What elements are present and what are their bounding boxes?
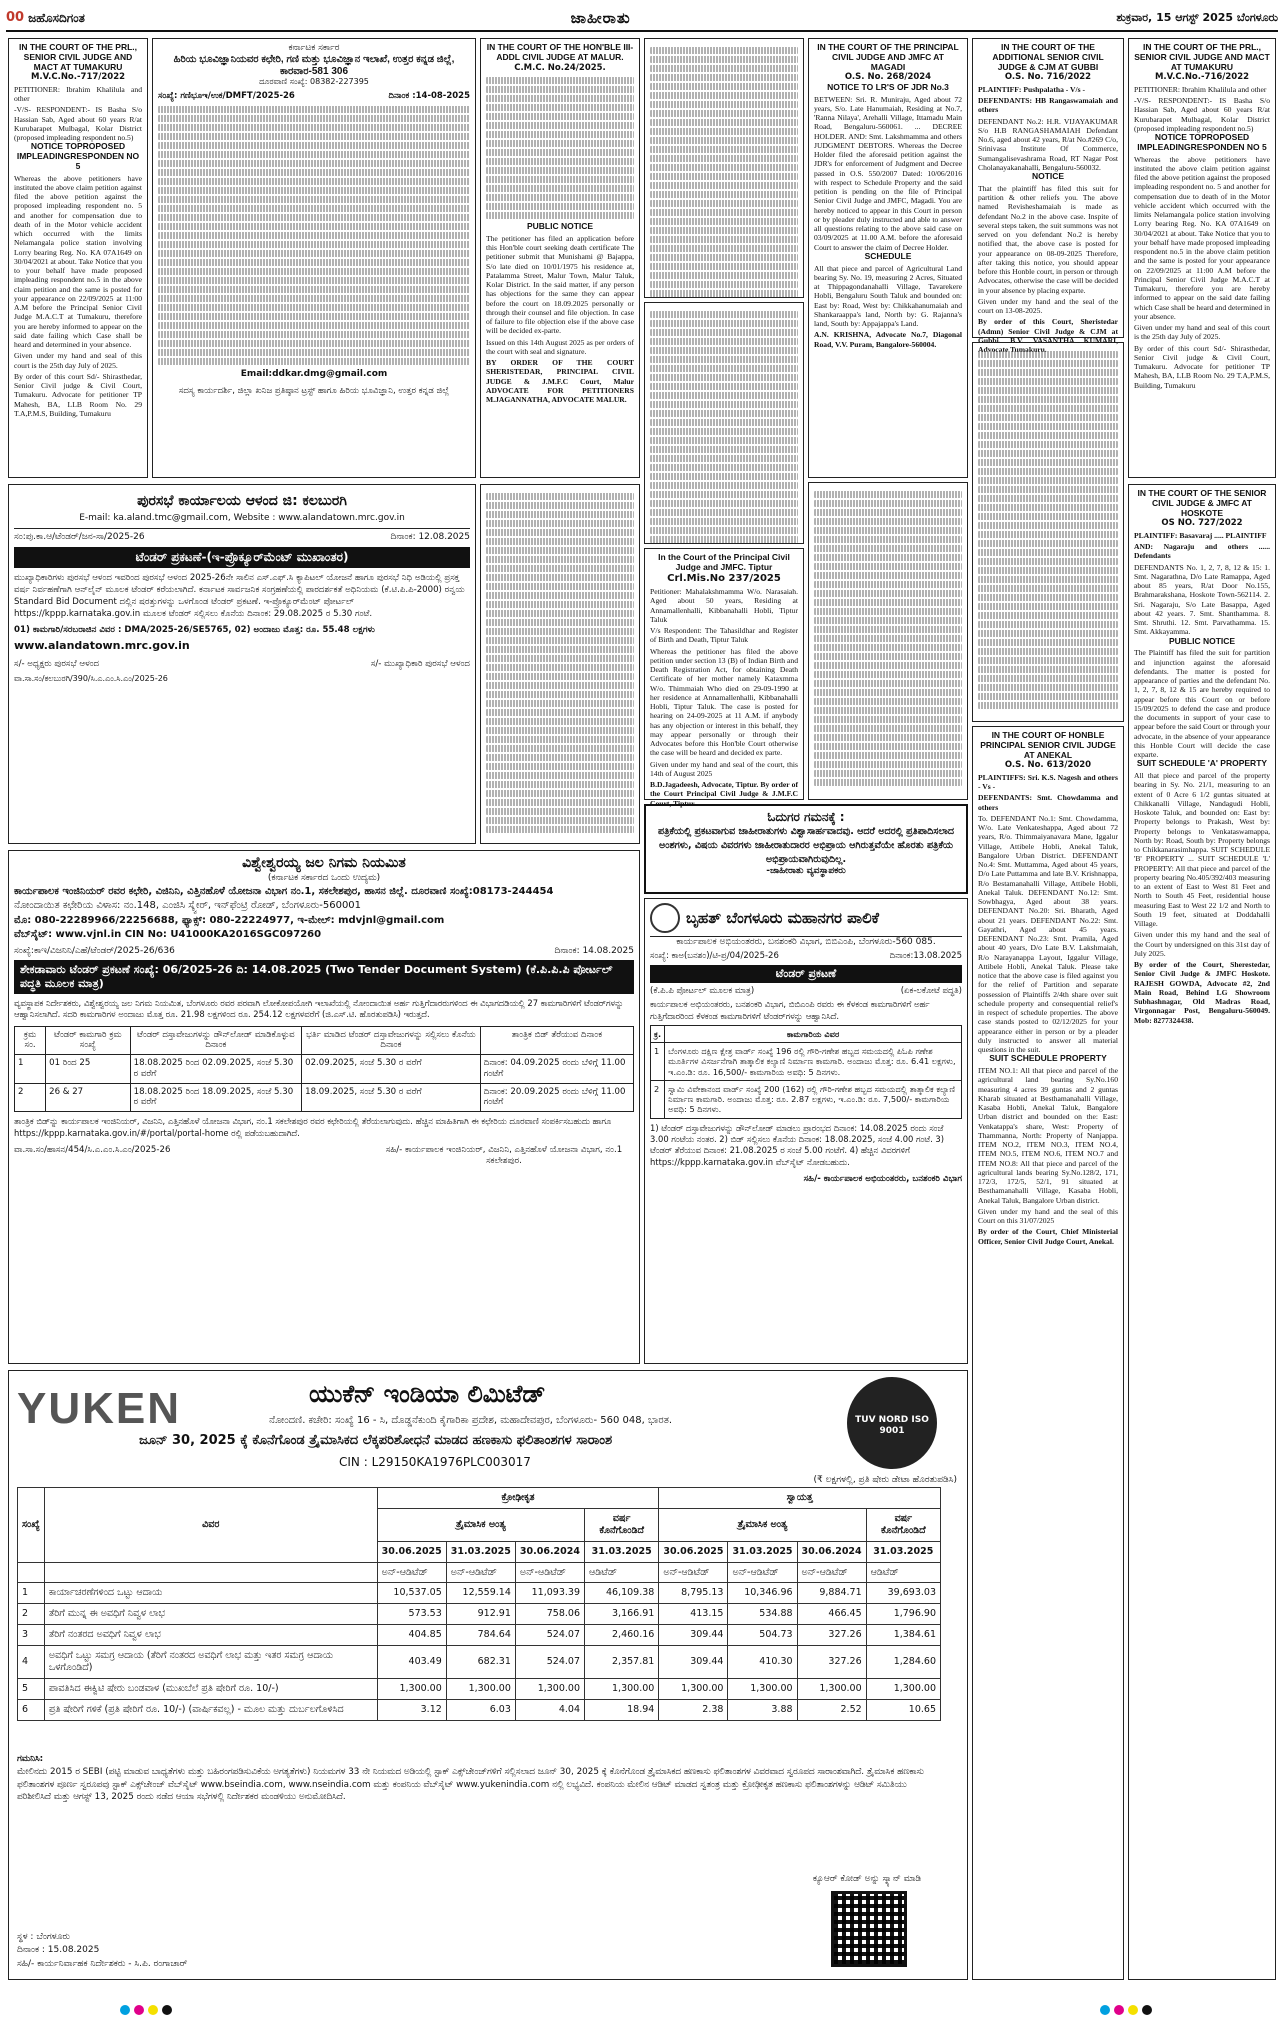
respondent: V/s Respondent: The Tahasildhar and Register of Birth and Death, Tiptur Taluk (650, 626, 798, 645)
table-cell: 3 (18, 1625, 45, 1646)
table-cell: 11,093.39 (515, 1583, 584, 1604)
cyan-dot-icon (1100, 2005, 1110, 2015)
table-cell: 6.03 (446, 1699, 515, 1720)
given-line: Given under my hand and the seal of this Court on this 31/07/2025 (978, 1206, 1118, 1226)
signature: BY ORDER OF THE COURT SHERISTEDAR, PRINCIPAL CIVIL JUDGE & J.M.F.C Court, Malur ADVOCATE FOR PETITIONERS M.JAGANNATHA, ADVOCATE MALUR. (486, 358, 634, 405)
table-cell: ಕಾರ್ಯಾಚರಣೆಗಳಿಂದ ಒಟ್ಟು ಆದಾಯ (44, 1583, 377, 1604)
table-cell: 524.07 (515, 1646, 584, 1679)
table-cell: 6 (18, 1699, 45, 1720)
case-number: C.M.C. No.24/2025. (514, 62, 606, 73)
table-cell: ಪಾವತಿಸಿದ ಈಕ್ವಿಟಿ ಷೇರು ಬಂಡವಾಳ (ಮುಖಬೆಲೆ ಪ್ರತಿ ಷೇರಿಗೆ ರೂ. 10/-) (44, 1678, 377, 1699)
defendants: AND: Nagaraju and others ...... Defendants (1134, 542, 1270, 561)
table-header: ವರ್ಷ ಕೊನೆಗೊಂಡಿದೆ (866, 1508, 940, 1541)
readers-note-title: ಓದುಗರ ಗಮನಕ್ಕೆ : (767, 810, 845, 824)
table-row (18, 1699, 941, 1720)
table-cell: 12,559.14 (446, 1583, 515, 1604)
black-dot-icon (1142, 2005, 1152, 2015)
yellow-dot-icon (148, 2005, 158, 2015)
results-heading: ಜೂನ್ 30, 2025 ಕ್ಕೆ ಕೊನೆಗೊಂಡ ತ್ರೈಮಾಸಿಕದ ಲೆಕ್ಕಪರಿಶೋಧನೆ ಮಾಡದ ಹಣಕಾಸು ಫಲಿತಾಂಶಗಳ ಸಾರಾಂಶ (139, 1433, 613, 1448)
table-row (18, 1583, 941, 1604)
dip-number: ವಾ.ಸಾ.ಸಂ/ಕಲಬುರಗಿ/390/ಸಿ.ಎ.ಎಂ.ಸಿ.ಎಂ/2025-26 (14, 673, 168, 683)
signature: ಸಹಿ/- ಕಾರ್ಯಪಾಲಕ ಇಂಜಿನಿಯರ್, ವಿಜನಿನಿ, ಎತ್ತಿನಹೊಳೆ ಯೋಜನಾ ವಿಭಾಗ, ನಂ.1 ಸಕಲೇಶಪುರ. (385, 1145, 623, 1167)
notice-dmft (152, 38, 476, 478)
plaintiff: PLAINTIFF: Pushpalatha - V/s - (978, 84, 1086, 94)
notice-text-lines (486, 493, 634, 833)
signature-president: ಸ/- ಅಧ್ಯಕ್ಷರು ಪುರಸಭೆ ಆಳಂದ (14, 658, 100, 669)
tender-date: ದಿನಾಂಕ:13.08.2025 (889, 951, 962, 962)
cover-note: (ಏಕ-ಲಕೋಟೆ ಪದ್ಧತಿ) (900, 985, 962, 996)
company-cin: CIN : L29150KA1976PLC003017 (339, 1455, 531, 1469)
table-cell: 10,346.96 (728, 1583, 797, 1604)
court-name: IN THE COURT OF THE ADDITIONAL SENIOR CIVIL JUDGE & CJM AT GUBBI (992, 42, 1104, 72)
table-cell: 1 (651, 1043, 665, 1081)
table-header: 31.03.2025 (446, 1541, 515, 1562)
table-row (15, 1055, 634, 1083)
kannada-notice-5 (808, 482, 968, 800)
table-cell: ತೆರಿಗೆ ನಂತರದ ಅವಧಿಗೆ ನಿವ್ವಳ ಲಾಭ (44, 1625, 377, 1646)
table-cell: 46,109.38 (585, 1583, 659, 1604)
table-row (651, 1043, 962, 1081)
given-line: Issued on this 14th August 2025 as per orders of the court with seal and signature. (486, 337, 634, 356)
signature: ಸಹಿ/- ಕಾರ್ಯಪಾಲಕ ಅಭಿಯಂತರರು, ಬನಶಂಕರಿ ವಿಭಾಗ (803, 1174, 962, 1185)
tender-item: 01) ಕಾಮಗಾರಿ/ಸರಬರಾಜಿನ ವಿವರ : DMA/2025-26/SE5765, 02) ಅಂದಾಜು ಮೊತ್ತ: ರೂ. 55.48 ಲಕ್ಷಗಳು (14, 625, 375, 636)
kannada-notice-4 (480, 484, 640, 844)
table-cell: 784.64 (446, 1625, 515, 1646)
bbmp-title: ಬೃಹತ್ ಬೆಂಗಳೂರು ಮಹಾನಗರ ಪಾಲಿಕೆ (686, 908, 879, 927)
readers-note (644, 804, 968, 894)
table-cell: 327.26 (797, 1646, 866, 1679)
notice-text-lines (650, 311, 798, 543)
defendants: DEFENDANTS: HB Rangaswamaiah and others (978, 96, 1118, 115)
table-cell: 2.38 (659, 1699, 728, 1720)
table-cell: 1,300.00 (515, 1678, 584, 1699)
notice-date: ದಿನಾಂಕ :14-08-2025 (388, 91, 470, 102)
case-number: O.S. No. 268/2024 (844, 72, 932, 83)
table-header: ಕ್ರಮ ಸಂ. (15, 1026, 46, 1054)
tender-contact: E-mail: ka.aland.tmc@gmail.com, Website : www.alandatown.mrc.gov.in (79, 512, 405, 523)
print-registration-marks (0, 2005, 1284, 2015)
newspaper-name: ಜಹೊಸದಿಗಂತ (28, 10, 85, 25)
table-cell: 10,537.05 (377, 1583, 446, 1604)
given-line: Given under my hand and seal of the court, this 14th of August 2025 (650, 759, 798, 778)
table-header: 31.03.2025 (866, 1541, 940, 1562)
notice-body: The Plaintiff has filed the suit for partition and injunction against the aforesaid defendants. The matter is posted for appearance of parties and the defendant No. 1, 2, 7, 8, 12 & 15 are hereby required to appear before this Court on or before 15/09/2025 to defend the case and produce the documents in support of your case to appear before the said Court or through your advocate, in the absence of your appearance this Honble Court will decide the case exparte. (1134, 648, 1270, 760)
petitioner: Petitioner: Mahalakshmamma W/o. Narasaiah. Aged about 50 years, Residing at Annamallenhalli, Kibbanahalli Hobli, Tiptur Taluk (650, 587, 798, 624)
readers-note-body: ಪತ್ರಿಕೆಯಲ್ಲಿ ಪ್ರಕಟವಾಗುವ ಜಾಹೀರಾತುಗಳು ವಿಶ್ವಾಸಾರ್ಹವಾದವು. ಆದರೆ ಅದರಲ್ಲಿ ಪ್ರತಿಪಾದಿಸಲಾದ ಅಂಶಗಳು, ವಿಷಯ ವಿವರಗಳು ಜಾಹೀರಾತುದಾರರ ಅಭಿಪ್ರಾಯ ಆಗಿರುತ್ತವೆಯೇ ಹೊರತು ಪತ್ರಿಕೆಯ ಅಭಿಪ್ರಾಯವಾಗಿರುವುದಿಲ್ಲ. (658, 826, 954, 865)
sign-place: ಸ್ಥಳ : ಬೆಂಗಳೂರು (17, 1931, 70, 1942)
notice-body: Whereas the above petitioners have instituted the above claim petition against filed the above petition against the proposed impleading respondent no. 5 and another for compensation due to death of in the Motor vehicle accident which occurred with the limits Nelamangala police station involving Lorry bearing Reg. No. KA 07A1649 on 30/04/2021 at about. Take Notice that you to your behalf have made proposed impleading respondent no.5 in the above claim petition and the same is posted for your appearance on 22/09/2025 at 11:00 A.M before the Principal Senior Civil Judge M.A.C.T at Tumakuru, therefore you are hereby informed to appear on the said date failing which Case shall be heard and determined in your absence. (1134, 154, 1271, 321)
table-header: ಸಂಖ್ಯೆ (18, 1488, 45, 1563)
given-line: Given under this my hand and the seal of the Court by undersigned on this 31st day of July 2025. (1134, 930, 1270, 958)
notice-text-lines (978, 351, 1118, 709)
notice-body: The petitioner has filed an application before this Hon'ble court seeking death certificate The petitioner submit that Munishami @ Bajappa, S/o late died on 10/01/1975 his residence at, Patalamma Street, Malur Town, Malur Taluk, Kolar District. In the said matter, if any person has objections for the same they can appear before the court on 18.09.2025 personally or through their counsel and file objection. In case of failure to file objection else if the above case will be decided ex-parte. (486, 233, 634, 336)
readers-note-sign: -ಜಾಹೀರಾತು ವ್ಯವಸ್ಥಾಪಕರು (766, 866, 846, 877)
table-cell: ಆಡಿಟೆಡ್ (585, 1562, 659, 1583)
signature: By order of this Court, Sheristedar (Admn) Senior Civil Judge & CJM at Gubbi. B.V. VASANTHA KUMARI, Advocate Tumakuru. (978, 317, 1118, 355)
table-cell: 1,300.00 (377, 1678, 446, 1699)
court-name: IN THE COURT OF THE PRL., SENIOR CIVIL JUDGE AND MACT AT TUMAKURU (1134, 42, 1270, 72)
magenta-dot-icon (134, 2005, 144, 2015)
tender-body: ಮುಖ್ಯಾಧಿಕಾರಿಗಳು ಪುರಸಭೆ ಆಳಂದ ಇವರಿಂದ ಪುರಸಭೆ ಆಳಂದ 2025-26ನೇ ಸಾಲಿನ ಎಸ್.ಎಫ್.ಸಿ ಕ್ಯಾಪಿಟಲ್ ಯೋಜನೆ ಹಾಗೂ ಪುರಸಭೆ ನಿಧಿ ಅಡಿಯಲ್ಲಿ ಪ್ರಸಕ್ತ ವರ್ಷ ನಿರ್ವಹಣೆಗಾಗಿ ಆನ್‌ಲೈನ್ ಮೂಲಕ ಟೆಂಡರ್ ಕರೆಯಲಾಗಿದೆ. ಕರ್ನಾಟಕ ಸಾರ್ವಜನಿಕ ಸಂಗ್ರಹಣೆಯಲ್ಲಿ ಪಾರದರ್ಶಕತೆ ಅಧಿನಿಯಮ (ಕೆ.ಟಿ.ಪಿ.ಪಿ-2000) ರನ್ವಯ Standard Bid Document ದಲ್ಲಿನ ಷರತ್ತುಗಳನ್ನು ಒಳಗೊಂಡ ಟೆಂಡರ್ ಪ್ರಕಟಣೆ. ಇ-ಪ್ರೊಕ್ಯೂರ್‌ಮೆಂಟ್ ಪೋರ್ಟಲ್ https://kppp.karnataka.gov.in ಮೂಲಕ ಟೆಂಡರ್ ಸಲ್ಲಿಸಲು ಕೊನೆಯ ದಿನಾಂಕ: 29.08.2025 ರ 5.30 ಗಂಟೆ. (14, 573, 465, 620)
notice-mvc-716 (1128, 38, 1276, 478)
table-cell: 39,693.03 (866, 1583, 940, 1604)
table-cell: ಅವಧಿಗೆ ಒಟ್ಟು ಸಮಗ್ರ ಆದಾಯ (ತೆರಿಗೆ ನಂತರದ ಅವಧಿಗೆ ಲಾಭ ಮತ್ತು ಇತರ ಸಮಗ್ರ ಆದಾಯ ಒಳಗೊಂಡಿದೆ) (44, 1646, 377, 1679)
table-cell: ತೆರಿಗೆ ಮುನ್ನ ಈ ಅವಧಿಗೆ ನಿವ್ವಳ ಲಾಭ (44, 1604, 377, 1625)
plaintiff: PLAINTIFF: Basavaraj ..... PLAINTIFF (1134, 530, 1267, 540)
reference-number: ಸಂಖ್ಯೆ: ಗಣಿಭೂಇ/ಉಕ/DMFT/2025-26 (158, 91, 295, 102)
tender-office: ಕಾರ್ಯಪಾಲಕ ಇಂಜಿನಿಯರ್ ರವರ ಕಛೇರಿ, ವಿಜಿನಿನಿ, ವಿತ್ತಿನಹೊಳೆ ಯೋಜನಾ ವಿಭಾಗ ನಂ.1, ಸಕಲೇಶಪುರ, ಹಾಸನ ಜಿಲ್ಲೆ. ದೂರವಾಣಿ ಸಂಖ್ಯೆ:08173-244454 (14, 885, 554, 897)
petitioner: PETITIONER: Ibrahim Khalilula and other (1134, 84, 1267, 94)
table-cell: 2 (18, 1604, 45, 1625)
notice-body: BETWEEN: Sri. R. Muniraju, Aged about 72 years, S/o. Late Hanumaiah, Residing at No.7, 'Ranna Nilaya', Arehalli Village, Ittamadu Main Road, Bengaluru-560061. ... DECREE HOLDER. AND: Smt. Lakshmamma and others JUDGMENT DEBTORS. Whereas the Decree Holder filed the aforesaid petition against the JDR's for enforcement of Judgment and Decree passed in O.S. 550/2007 Dated: 10/06/2016 with respect to Schedule Property and the said petition is pending on the file of Principal Senior Civil Judge and JMFC, Magadi. You are hereby noticed to appear in this Court in person or by pleader duly instructed and able to answer all questions relating to the above said case on 03/09/2025 at 11.00 A.M. before the aforesaid Court to answer the claim of Decree Holder. (814, 94, 962, 252)
tender-website: www.alandatown.mrc.gov.in (14, 639, 190, 653)
table-cell: 3.88 (728, 1699, 797, 1720)
given-line: Given under my hand and seal of this court is the 25th day July of 2025. (14, 351, 142, 370)
notice-text-lines (158, 106, 470, 365)
company-name: ಯುಕೆನ್ ಇಂಡಿಯಾ ಲಿಮಿಟೆಡ್ (309, 1380, 546, 1408)
table-cell: 4.04 (515, 1699, 584, 1720)
table-cell: 1,300.00 (659, 1678, 728, 1699)
yuken-results-ad (8, 1370, 968, 1980)
table-row (18, 1625, 941, 1646)
tender-date: ದಿನಾಂಕ: 12.08.2025 (390, 531, 470, 542)
tender-title: ವಿಶ್ವೇಶ್ವರಯ್ಯ ಜಲ ನಿಗಮ ನಿಯಮಿತ (242, 855, 406, 871)
notice-os-716 (972, 38, 1124, 355)
table-header: ವಿವರ (44, 1488, 377, 1563)
case-number: O.S. No. 613/2020 (1004, 760, 1092, 771)
portal-note: (ಕೆ.ಪಿ.ಪಿ ಪೋರ್ಟಲ್ ಮೂಲಕ ಮಾತ್ರ) (650, 985, 755, 996)
parties-lines (486, 77, 634, 219)
tender-contact: ಮೊ: 080-22289966/22256688, ಫ್ಯಾಕ್ಸ್: 080-22224977, ಇ-ಮೇಲ್: mdvjnl@gmail.com (14, 914, 445, 926)
table-cell: 2 (15, 1083, 46, 1111)
signatory: ಸಹಿ/- ಕಾರ್ಯನಿರ್ವಾಹಕ ನಿರ್ದೇಶಕರು - ಸಿ.ಪಿ. ರಂಗಾಚಾರ್ (17, 1958, 188, 1969)
table-row (18, 1646, 941, 1679)
table-cell: 26 & 27 (46, 1083, 131, 1111)
defendant-2: DEFENDANT No.2: H.R. VIJAYAKUMAR S/o H.B RANGASHAMAIAH Defendant No.6, aged about 42 years, R/at No.#269 C/o, Srinivasa Institute Of Commerce, Sumangalisevashrama Road, RT Nagar Post Cholanayakanahalli, Bengaluru-560032. (978, 116, 1118, 172)
signature: By order of this court Sd/- Shirasthedar, Senior Civil judge & Civil Court, Tumakuru. Advocate for petitioner TP Mahesh, BA, LLB Room No. 29 T.A,P.M.S, Building, Tumakuru (14, 371, 142, 418)
table-cell: 534.88 (728, 1604, 797, 1625)
table-cell: 1,300.00 (728, 1678, 797, 1699)
schedule-body: ITEM NO.1: All that piece and parcel of the agricultural land bearing Sy.No.160 measuring 4 acres 39 guntas and 2 guntas Kharab situated at Besthamanahalli Village, Kasaba Hobli, Anekal Taluk, Bangalore Urban district and bounded on the: East: Venkatappa's share, West: Property of Thammanna, North: Property of Nanjappa. ITEM NO.2, ITEM NO.3, ITEM NO.4, ITEM NO.5, ITEM NO.6, ITEM NO.7 and ITEM NO.8: All that piece and parcel of the agricultural lands bearing Sy.No.128/2, 171, 172/3, 172/5, 52/1, 91 situated at Besthamanahalli Village, Kasaba Hobli, Anekal Taluk, Bangalore Urban district. (978, 1066, 1118, 1205)
court-name: IN THE COURT OF THE HON'BLE III-ADDL CIVIL JUDGE AT MALUR. (486, 42, 634, 62)
schedule-body: All that piece and parcel of the property bearing in Sy. No. 21/1, measuring to an extent of 0 Acre 6 1/2 guntas situated at Chikkanalli Village, Nandagudi Hobli, Hoskote Taluk, and bounded on: East by: Property belongs to Prakash, West by: Property belongs to Venkataswamappa, North by: Road, South by: Property belongs to Chikkanarasimhappa. SUIT SCHEDULE 'B' PROPERTY ... SUIT SCHEDULE 'L' PROPERTY: All that piece and parcel of the property bearing No.405/392/403 measuring to an extent of East to West 81 Feet and North to South 45 Feet, residential house measuring East to West 22 1/2 and North to South 19 feet, situated at Doddahalli Village. (1134, 771, 1270, 929)
tender-body: ಕಾರ್ಯಪಾಲಕ ಅಭಿಯಂತರರು, ಬನಶಂಕರಿ ವಿಭಾಗ, ಬಿಬಿಎಂಪಿ ರವರು ಈ ಕೆಳಕಂಡ ಕಾಮಗಾರಿಗಳಿಗೆ ಅರ್ಹ ಗುತ್ತಿಗೆದಾರರಿಂದ ಕೆಳಕಂಡ ಕಾಮಗಾರಿಗಳಿಗೆ ಟೆಂಡರ್‌ಗಳನ್ನು ಆಹ್ವಾನಿಸಿದೆ. (650, 999, 930, 1021)
table-header: ಭರ್ತಿ ಮಾಡಿದ ಟೆಂಡರ್ ದಸ್ತಾವೇಜುಗಳನ್ನು ಸಲ್ಲಿಸಲು ಕೊನೆಯ ದಿನಾಂಕ (302, 1026, 481, 1054)
notice-os-727 (1128, 484, 1276, 1980)
table-cell: 1,300.00 (585, 1678, 659, 1699)
table-cell: 1,796.90 (866, 1604, 940, 1625)
table-row (18, 1678, 941, 1699)
case-number: M.V.C.No.-716/2022 (1154, 72, 1250, 83)
table-cell: 2 (651, 1080, 665, 1118)
table-cell: ಆಡಿಟೆಡ್ (866, 1562, 940, 1583)
schedule-title: SUIT SCHEDULE 'A' PROPERTY (1136, 758, 1268, 769)
notice-title: NOTICE TOPROPOSED IMPLEADINGRESPONDEN NO 5 (1137, 132, 1267, 152)
table-cell: 912.91 (446, 1604, 515, 1625)
qr-code-icon[interactable] (831, 1891, 907, 1967)
kannada-notice-3 (644, 302, 804, 544)
schedule-title: SCHEDULE (864, 250, 912, 261)
respondent: -V/S- RESPONDENT:- IS Basha S/o Hassian Sab, Aged about 60 years R/at Kurubarapet Mulbagal, Kolar District (proposed impleading respondent no.5) (14, 105, 142, 143)
table-cell: 524.07 (515, 1625, 584, 1646)
notice-crl-237 (644, 548, 804, 808)
table-cell: 404.85 (377, 1625, 446, 1646)
table-cell: 01 ರಿಂದ 25 (46, 1055, 131, 1083)
petitioner: PETITIONER: Ibrahim Khalilula and other (14, 84, 142, 104)
notice-title: NOTICE TOPROPOSED IMPLEADINGRESPONDEN NO 5 (16, 141, 140, 171)
kannada-notice-1 (644, 38, 804, 298)
table-cell: 758.06 (515, 1604, 584, 1625)
table-cell: 309.44 (659, 1625, 728, 1646)
table-cell: 2,460.16 (585, 1625, 659, 1646)
registered-address: ನೋಂದಾಯಿತ ಕಛೇರಿಯ ವಿಳಾಸ: ನಂ.148, ಎಂಜಿಸಿ ಸ್ಕ್ವೇರ್, ಇನ್‌ಫೆಂಟ್ರಿ ರೋಡ್, ಬೆಂಗಳೂರು-560001 (14, 900, 362, 912)
signature: ಸದಸ್ಯ ಕಾರ್ಯದರ್ಶಿ, ಜಿಲ್ಲಾ ಖನಿಜ ಪ್ರತಿಷ್ಠಾನ ಟ್ರಸ್ಟ್ ಹಾಗೂ ಹಿರಿಯ ಭೂವಿಜ್ಞಾನಿ, ಉತ್ತರ ಕನ್ನಡ ಜಿಲ್ಲೆ (178, 386, 450, 397)
bbmp-emblem-icon (650, 903, 680, 933)
case-number: Crl.Mis.No 237/2025 (667, 572, 781, 584)
notice-mvc-717 (8, 38, 148, 478)
table-cell: 682.31 (446, 1646, 515, 1679)
table-cell: 18.08.2025 ರಿಂದ 02.09.2025, ಸಂಜೆ 5.30 ರ ವರೆಗೆ (130, 1055, 302, 1083)
tender-title: ಪುರಸಭೆ ಕಾರ್ಯಾಲಯ ಆಳಂದ ಜಿ: ಕಲಬುರಗಿ (137, 493, 347, 509)
company-address: ನೋಂದಣಿ. ಕಚೇರಿ: ಸಂಖ್ಯೆ 16 - ಸಿ, ದೊಡ್ಡನೆಕುಂದಿ ಕೈಗಾರಿಕಾ ಪ್ರದೇಶ, ಮಹಾದೇವಪುರ, ಬೆಂಗಳೂರು- 560 048, ಭಾರತ. (269, 1415, 673, 1426)
financial-results-table (17, 1487, 941, 1721)
notice-body: Whereas the above petitioners have instituted the above claim petition against filed the above petition against the proposed impleading respondent no. 5 and another for compensation due to death of in the Motor vehicle accident which occurred with the limits Nelamangala police station involving Lorry bearing Reg. No. KA 07A1649 on 30/04/2021 at about. Take Notice that you to your behalf have made proposed impleading respondent no.5 in the above claim petition and the same is posted for your appearance on 22/09/2025 at 11:00 A.M before the Principal Senior Civil Judge M.A.C.T at Tumakuru, therefore you are hereby informed to appear on the said date failing which Case shall be heard and determined in your absence. (14, 173, 142, 350)
tender-date: ದಿನಾಂಕ: 14.08.2025 (554, 945, 634, 956)
yuken-logo: YUKEN (17, 1384, 182, 1433)
table-cell: 1,284.60 (866, 1646, 940, 1679)
table-cell: 403.49 (377, 1646, 446, 1679)
court-name: IN THE COURT OF HONBLE PRINCIPAL SENIOR CIVIL JUDGE AT ANEKAL (980, 730, 1116, 760)
table-cell: ಪ್ರತಿ ಷೇರಿಗೆ ಗಳಿಕೆ (ಪ್ರತಿ ಷೇರಿಗೆ ರೂ. 10/-) (ವಾರ್ಷಿಕವಲ್ಲ) - ಮೂಲ ಮತ್ತು ದುರ್ಬಲಗೊಳಿಸಿದ (44, 1699, 377, 1720)
table-cell: 309.44 (659, 1646, 728, 1679)
qr-label: ಕ್ಯೂಆರ್ ಕೋಡ್ ಅನ್ನು ಸ್ಕ್ಯಾನ್ ಮಾಡಿ (812, 1873, 922, 1884)
notice-text-lines (650, 47, 798, 297)
tender-bbmp (644, 898, 968, 1364)
cyan-dot-icon (120, 2005, 130, 2015)
table-header: ತ್ರೈಮಾಸಿಕ ಅಂತ್ಯ (659, 1508, 866, 1541)
works-table (650, 1025, 962, 1119)
office-name: ಹಿರಿಯ ಭೂವಿಜ್ಞಾನಿಯವರ ಕಛೇರಿ, ಗಣಿ ಮತ್ತು ಭೂವಿಜ್ಞಾನ ಇಲಾಖೆ, ಉತ್ತರ ಕನ್ನಡ ಜಿಲ್ಲೆ, ಕಾರವಾರ-581 306 (173, 54, 455, 77)
table-header: ಟೆಂಡರ್ ದಸ್ತಾವೇಜುಗಳನ್ನು ಡೌನ್‌ಲೋಡ್ ಮಾಡಿಕೊಳ್ಳುವ ದಿನಾಂಕ (130, 1026, 302, 1054)
table-cell: 573.53 (377, 1604, 446, 1625)
office-email: Email:ddkar.dmg@gmail.com (240, 368, 388, 379)
signature: By order of the Court, Sherestedar, Senior Civil Judge & JMFC Hoskote. RAJESH GOWDA, Advocate #2, 2nd Main Road, Behind LG Showroom Subhashnagar, Old Madras Road, Virgonnagar Post, Bengaluru-560049. Mob: 8277324438. (1134, 960, 1270, 1025)
notice-body: That the plaintiff has filed this suit for partition & other reliefs you. The above named Revisheshamaiah is made as defendant No.2 in the above case. Inspite of several steps taken, the suit summons was not served on you defendant No.2 is hereby notified that, the above case is posted for your appearance on 08-09-2025 Therefore, after taking this notice, you should appear before this Honble court, in person or through Advocates, otherwise the case will be decided in your absence by placing exparte. (978, 183, 1118, 295)
notice-body: To. DEFENDANT No.1: Smt. Chowdamma, W/o. Late Venkateshappa, Aged about 72 years, R/o. Thimmaiyanavara Mane, Iggalur Village, Attibele Hobli, Anekal Taluk, Bangalore Urban District. DEFENDANT No.4: Smt. Muttamma, Aged about 45 years, D/o Late Puttamma and late B.V. Krishnappa, R/o Bestamanahalli Village, Attibele Hobli, Anekal Taluk. DEFENDANT No.12: Smt. Sowbhagya, Aged about 38 years. DEFENDANT No.20: Sri. Bharath, Aged about 21 years. DEFENDANT No.22: Smt. Gayathri, Aged about 45 years. DEFENDANT No.23: Smt. Pramila, Aged about 40 years, D/o Late B.V. Lakshmaiah, R/o Narayanappa Layout, Iggalur Village, Attibele Hobli, Anekal Taluk. Please take notice that the above case is filed against you for the relief of Partition and separate possession of Plaintiffs 2/4th share over suit schedule property and consequential relief's in respect of schedule properties. The above case stands posted to 02/12/2025 for your appearance either in person or by a pleader duly instructed to answer all material questions in the suit. (978, 813, 1118, 1055)
table-cell: 410.30 (728, 1646, 797, 1679)
table-cell: 3,166.91 (585, 1604, 659, 1625)
table-cell: 466.45 (797, 1604, 866, 1625)
iso-certification-icon: TUV NORD ISO 9001 (847, 1377, 937, 1469)
table-cell: 18.94 (585, 1699, 659, 1720)
table-cell: ಅನ್-ಆಡಿಟೆಡ್ (659, 1562, 728, 1583)
tender-banner: ಟೆಂಡರ್ ಪ್ರಕಟಣೆ (650, 965, 962, 983)
table-header: 30.06.2024 (797, 1541, 866, 1562)
signature-officer: ಸ/- ಮುಖ್ಯಾಧಿಕಾರಿ ಪುರಸಭೆ ಆಳಂದ (370, 658, 470, 669)
results-notes (17, 1753, 941, 1804)
table-row (651, 1080, 962, 1118)
table-cell: 1,300.00 (446, 1678, 515, 1699)
table-cell: 2.52 (797, 1699, 866, 1720)
notice-title: NOTICE TO LR'S OF JDR No.3 (827, 81, 949, 92)
table-cell: 4 (18, 1646, 45, 1679)
table-header: 30.06.2025 (659, 1541, 728, 1562)
table-header: ವರ್ಷ ಕೊನೆಗೊಂಡಿದೆ (585, 1508, 659, 1541)
signature: By order of this court Sd/- Shirasthedar, Senior Civil judge & Civil Court, Tumakuru. Advocate for petitioner TP Mahesh, BA, LLB Room No. 29 T.A,P.M.S, Building, Tumakuru (1134, 343, 1270, 390)
table-cell: ಅನ್-ಆಡಿಟೆಡ್ (728, 1562, 797, 1583)
schedule-body: All that piece and parcel of Agricultural Land bearing Sy. No. 19, measuring 2 Acres, Situated at Thippagondanahalli Village, Tavarekere Hobli, Bengaluru South Taluk and bounded on: East by: Road, West by: Chikkahanumaiah and Shankaraappa's land, North by: G. Rajanna's land, South by: Appajappa's Land. (814, 263, 962, 329)
notice-body: Whereas the petitioner has filed the above petition under section 13 (B) of Indian Birth and Death Registration Act, for obtaining Death Certificate of her mother namely Kataxmma W/o. Thimmaiah Who died on 29-09-1990 at her residence at Annamallenhalli, Kibbanahalli Hobli, Tiptur Taluk. The case is posted for hearing on 24-09-2025 at 11 A.M. if anybody has any objection or interest in this behalf, they may appear personally or through their Advocates before this Hon'ble Court otherwise the case will be heard and decided ex parte. (650, 646, 798, 758)
table-header: ತ್ರೈಮಾಸಿಕ ಅಂತ್ಯ (377, 1508, 584, 1541)
case-number: OS NO. 727/2022 (1161, 518, 1243, 529)
notice-cmc-24 (480, 38, 640, 478)
schedule-title: SUIT SCHEDULE PROPERTY (989, 1053, 1107, 1064)
table-cell: 02.09.2025, ಸಂಜೆ 5.30 ರ ವರೆಗೆ (302, 1055, 481, 1083)
signature: By order of the Court, Chief Ministerial Officer, Senior Civil Judge Court, Anekal. (978, 1227, 1118, 1246)
dip-number: ವಾ.ಸಾ.ಸಂ/ಹಾಸನ/454/ಸಿ.ಎ.ಎಂ.ಸಿ.ಎಂ/2025-26 (14, 1145, 171, 1156)
office-phone: ದೂರವಾಣಿ ಸಂಖ್ಯೆ: 08382-227395 (259, 77, 369, 87)
given-line: Given under my hand and seal of this court is the 25th day July of 2025. (1134, 323, 1270, 342)
table-cell: ಅನ್-ಆಡಿಟೆಡ್ (377, 1562, 446, 1583)
tender-notes: 1) ಟೆಂಡರ್ ದಸ್ತಾವೇಜುಗಳನ್ನು ಡೌನ್‌ಲೋಡ್ ಮಾಡಲು ಪ್ರಾರಂಭದ ದಿನಾಂಕ: 14.08.2025 ರಂದು ಸಂಜೆ 3.00 ಗಂಟೆಯ ನಂತರ. 2) ಬಿಡ್ ಸಲ್ಲಿಸಲು ಕೊನೆಯ ದಿನಾಂಕ: 18.08.2025, ಸಂಜೆ 4.00 ಗಂಟೆ. 3) ಟೆಂಡರ್ ತೆರೆಯುವ ದಿನಾಂಕ: 21.08.2025 ರ ಸಂಜೆ 5.00 ಗಂಟೆಗೆ. 4) ಹೆಚ್ಚಿನ ವಿವರಗಳಿಗೆ https://kppp.karnataka.gov.in ವೆಬ್‌ಸೈಟ್ ನೋಡಬಹುದು. (650, 1122, 945, 1167)
reference-number: ಸಂಖ್ಯೆ:ಕಾಇ/ವಿಜನಿನಿ/ಎಹೆ/ಟೆಂಡರ್/2025-26/636 (14, 945, 175, 956)
table-cell: 10.65 (866, 1699, 940, 1720)
notice-os-613 (972, 726, 1124, 1980)
signature: B.D.Jagadeesh, Advocate, Tiptur. By order of the Court Principal Civil Judge & J.M.F.C Court, Tiptur (650, 780, 798, 808)
table-row (15, 1083, 634, 1111)
table-cell: 9,884.71 (797, 1583, 866, 1604)
table-row (18, 1604, 941, 1625)
table-cell: 1 (18, 1583, 45, 1604)
table-header: ಕ್ರ. (651, 1025, 665, 1042)
respondent: -V/S- RESPONDENT:- IS Basha S/o Hassian Sab, Aged about 60 years R/at Kurubarapet Mulbagal, Kolar District (proposed impleading respondent no.5) (1134, 96, 1270, 133)
yellow-dot-icon (1128, 2005, 1138, 2015)
table-cell: 327.26 (797, 1625, 866, 1646)
tender-body: ವ್ಯವಸ್ಥಾಪಕ ನಿರ್ದೇಶಕರು, ವಿಶ್ವೇಶ್ವರಯ್ಯ ಜಲ ನಿಗಮ ನಿಯಮಿತ, ಬೆಂಗಳೂರು ರವರ ಪರವಾಗಿ ಲೋಕೋಪಯೋಗಿ ಇಲಾಖೆಯಲ್ಲಿ ನೋಂದಾಯಿತ ಅರ್ಹ ಗುತ್ತಿಗೆದಾರರುಗಳಿಂದ ಈ ವಿಭಾಗದಡಿಯಲ್ಲಿ 27 ಕಾಮಗಾರಿಗಳಿಗೆ ಟೆಂಡರ್‌ಗಳನ್ನು ಆಹ್ವಾನಿಸಲಾಗಿದೆ. ಸದರಿ ಕಾಮಗಾರಿಗಳ ಅಂದಾಜು ಮೊತ್ತ ರೂ. 21.98 ಲಕ್ಷಗಳಿಂದ ರೂ. 254.12 ಲಕ್ಷಗಳವರೆಗೆ (ಜಿ.ಎಸ್.ಟಿ. ಹೊರತುಪಡಿಸಿ) ಇರುತ್ತದೆ. (14, 997, 624, 1020)
given-line: Given under my hand and the seal of the court on 13-08-2025. (978, 296, 1118, 316)
kannada-notice-2 (972, 342, 1124, 722)
table-header: 31.03.2025 (585, 1541, 659, 1562)
magenta-dot-icon (1114, 2005, 1124, 2015)
notes-body: ಮೇಲಿನದು 2015 ರ SEBI (ಪಟ್ಟಿ ಮಾಡುವ ಬಾಧ್ಯತೆಗಳು ಮತ್ತು ಬಹಿರಂಗಪಡಿಸುವಿಕೆಯ ಅಗತ್ಯತೆಗಳು) ನಿಯಮಗಳ 33 ನೇ ನಿಯಮದ ಅಡಿಯಲ್ಲಿ ಸ್ಟಾಕ್ ಎಕ್ಸ್‌ಚೇಂಜ್‌ಗಳಿಗೆ ಸಲ್ಲಿಸಲಾದ ಜೂನ್ 30, 2025 ಕ್ಕೆ ಕೊನೆಗೊಂಡ ತ್ರೈಮಾಸಿಕದ ಹಣಕಾಸು ಫಲಿತಾಂಶಗಳ ವಿವರವಾದ ಸ್ವರೂಪದ ಸಾರಾಂಶವಾಗಿದೆ. ತ್ರೈಮಾಸಿಕ ಹಣಕಾಸು ಫಲಿತಾಂಶಗಳ ಪೂರ್ಣ ಸ್ವರೂಪವು ಸ್ಟಾಕ್ ಎಕ್ಸ್‌ಚೇಂಜ್ ವೆಬ್‌ಸೈಟ್ www.bseindia.com, www.nseindia.com ಮತ್ತು ಕಂಪನಿಯ ವೆಬ್‌ಸೈಟ್ www.yukenindia.com ನಲ್ಲಿ ಲಭ್ಯವಿದೆ. ಕಂಪನಿಯ ಮೇಲಿನ ಆಡಿಟ್ ಮಾಡದ ಸ್ವತಂತ್ರ ಮತ್ತು ಕ್ರೋಢೀಕೃತ ಹಣಕಾಸು ಫಲಿತಾಂಶಗಳನ್ನು ಆಡಿಟ್ ಸಮಿತಿಯು ಪರಿಶೀಲಿಸಿದೆ ಮತ್ತು ಆಗಸ್ಟ್ 13, 2025 ರಂದು ನಡೆದ ಆಯಾ ಸಭೆಗಳಲ್ಲಿ ನಿರ್ದೇಶಕರ ಮಂಡಳಿಯು ಅನುಮೋದಿಸಿದೆ. (17, 1766, 924, 1803)
tender-schedule-table (14, 1026, 634, 1112)
notice-text-lines (814, 491, 962, 786)
table-header: 31.03.2025 (728, 1541, 797, 1562)
reference-number: ಸಂಖ್ಯೆ: ಕಾಅ(ಬನಶಂ)/ಟಿ-ಪ್ರ/04/2025-26 (650, 951, 779, 962)
table-cell: 2,357.81 (585, 1646, 659, 1679)
table-cell: 18.09.2025, ಸಂಜೆ 5.30 ರ ವರೆಗೆ (302, 1083, 481, 1111)
table-cell: 5 (18, 1678, 45, 1699)
tender-banner: ಶೇಕಡಾವಾರು ಟೆಂಡರ್ ಪ್ರಕಟಣೆ ಸಂಖ್ಯೆ: 06/2025-26 ದಿ: 14.08.2025 (Two Tender Document System) (ಕೆ.ಪಿ.ಪಿ.ಪಿ ಪೋರ್ಟಲ್ ಪದ್ಧತಿ ಮೂಲಕ ಮಾತ್ರ) (14, 960, 634, 994)
table-cell: 1,384.61 (866, 1625, 940, 1646)
table-cell: ಅನ್-ಆಡಿಟೆಡ್ (797, 1562, 866, 1583)
table-cell: 18.08.2025 ರಿಂದ 18.09.2025, ಸಂಜೆ 5.30 ರ ವರೆಗೆ (130, 1083, 302, 1111)
table-header: ಕ್ರೋಢೀಕೃತ (377, 1488, 659, 1509)
table-cell: 1,300.00 (797, 1678, 866, 1699)
table-cell: ಅನ್-ಆಡಿಟೆಡ್ (515, 1562, 584, 1583)
signature: A.N. KRISHNA, Advocate No.7, Diagonal Road, V.V. Puram, Bangalore-560004. (814, 330, 962, 349)
table-cell: 1 (15, 1055, 46, 1083)
page-number: 00 (6, 9, 25, 25)
notice-title: NOTICE (1031, 171, 1065, 182)
table-header: ಟೆಂಡರ್ ಕಾಮಗಾರಿ ಕ್ರಮ ಸಂಖ್ಯೆ (46, 1026, 131, 1054)
table-cell: 504.73 (728, 1625, 797, 1646)
notice-title: PUBLIC NOTICE (1168, 635, 1236, 646)
masthead (6, 6, 1278, 32)
court-name: In the Court of the Principal Civil Judge and JMFC. Tiptur (658, 552, 790, 572)
court-name: IN THE COURT OF THE SENIOR CIVIL JUDGE & JMFC AT HOSKOTE (1137, 488, 1267, 518)
table-header: ಕಾಮಗಾರಿಯ ವಿವರ (665, 1025, 962, 1042)
section-title: ಜಾಹೀರಾತು (570, 8, 631, 27)
defendants: DEFENDANTS: Smt. Chowdamma and others (978, 793, 1118, 812)
table-cell: ಅನ್-ಆಡಿಟೆಡ್ (446, 1562, 515, 1583)
plaintiff: PLAINTIFFS: Sri. K.S. Nagesh and others - Vs - (978, 772, 1118, 792)
table-cell: 413.15 (659, 1604, 728, 1625)
table-cell: ಬೆಂಗಳೂರು ದಕ್ಷಿಣ ಕ್ಷೇತ್ರ ವಾರ್ಡ್ ಸಂಖ್ಯೆ 196 ರಲ್ಲಿ ಗೌರಿ-ಗಣೇಶ ಹಬ್ಬದ ಸಮಯದಲ್ಲಿ ಪಿಓಪಿ ಗಣೇಶ ಮೂರ್ತಿಗಳ ವಿಸರ್ಜನೆಗಾಗಿ ತಾತ್ಕಾಲಿಕ ಕಲ್ಯಾಣಿ ನಿರ್ಮಾಣ ಕಾಮಗಾರಿ. ಅಂದಾಜು ಮೊತ್ತ: ರೂ. 6.41 ಲಕ್ಷಗಳು, ಇ.ಎಂ.ಡಿ: ರೂ. 16,500/- ಕಾಮಗಾರಿಯ ಅವಧಿ: 5 ದಿನಗಳು. (665, 1043, 962, 1081)
tender-vjnl (8, 850, 640, 1364)
defendant-list: DEFENDANTS No. 1, 2, 7, 8, 12 & 15: 1. Smt. Nagarathna, D/o Late Ramappa, Aged about 85 years, R/at Door No.155, Brahmarakshana, Hoskote Town-562114. 2. Sri. Nagaraju, S/o Late Basappa, Aged about 42 years. 7. Smt. Shanthamma. 8. Smt. Shruthi. 12. Smt. Parvathamma. 15. Smt. Akkayamma. (1134, 562, 1270, 637)
court-name: IN THE COURT OF THE PRINCIPAL CIVIL JUDGE AND JMFC AT MAGADI (817, 42, 959, 72)
court-name: IN THE COURT OF THE PRL., SENIOR CIVIL JUDGE AND MACT AT TUMAKURU (18, 42, 138, 72)
results-sign-block (17, 1931, 187, 1972)
table-cell: ಸ್ವಾಮಿ ವಿವೇಕಾನಂದ ವಾರ್ಡ್ ಸಂಖ್ಯೆ 200 (162) ರಲ್ಲಿ ಗೌರಿ-ಗಣೇಶ ಹಬ್ಬದ ಸಮಯದಲ್ಲಿ ತಾತ್ಕಾಲಿಕ ಕಲ್ಯಾಣಿ ನಿರ್ಮಾಣ ಕಾಮಗಾರಿ. ಅಂದಾಜು ಮೊತ್ತ: ರೂ. 2.87 ಲಕ್ಷಗಳು, ಇ.ಎಂ.ಡಿ: ರೂ. 7,500/- ಕಾಮಗಾರಿಯ ಅವಧಿ: 5 ದಿನಗಳು. (665, 1080, 962, 1118)
reference-number: ಸಂ:ಪು.ಕಾ.ಆ/ಟೆಂಡರ್/ಜನ-ಸಾ/2025-26 (14, 531, 145, 542)
table-cell: ದಿನಾಂಕ: 04.09.2025 ರಂದು ಬೆಳಿಗ್ಗೆ 11.00 ಗಂಟೆಗೆ (480, 1055, 633, 1083)
tender-banner: ಟೆಂಡರ್ ಪ್ರಕಟಣೆ-(ಇ-ಪ್ರೊಕ್ಯೂರ್‌ಮೆಂಟ್ ಮುಖಾಂತರ) (14, 547, 470, 568)
unit-note: (₹ ಲಕ್ಷಗಳಲ್ಲಿ, ಪ್ರತಿ ಷೇರು ಡೇಟಾ ಹೊರತುಪಡಿಸಿ) (813, 1475, 957, 1485)
tender-note: ತಾಂತ್ರಿಕ ಬಿಡ್‌ನ್ನು ಕಾರ್ಯಪಾಲಕ ಇಂಜಿನಿಯರ್, ವಿಜನಿನಿ, ಎತ್ತಿನಹೊಳೆ ಯೋಜನಾ ವಿಭಾಗ, ನಂ.1 ಸಕಲೇಶಪುರ ರವರ ಕಛೇರಿಯಲ್ಲಿ ತೆರೆಯಲಾಗುವುದು. ಹೆಚ್ಚಿನ ಮಾಹಿತಿಗಾಗಿ ಈ ಕಛೇರಿಯ ದೂರವಾಣಿ ಸಂಪರ್ಕಿಸಬಹುದು ಹಾಗೂ https://kppp.karnataka.gov.in/#/portal/portal-home ರಲ್ಲಿ ಪಡೆಯಬಹುದಾಗಿದೆ. (14, 1116, 612, 1138)
table-header: ಸ್ವಾಯತ್ತ (659, 1488, 941, 1509)
notice-os-268 (808, 38, 968, 478)
case-number: M.V.C.No.-717/2022 (30, 72, 126, 83)
notes-title: ಗಮನಿಸಿ: (17, 1754, 44, 1764)
black-dot-icon (162, 2005, 172, 2015)
table-header: 30.06.2024 (515, 1541, 584, 1562)
tender-subtitle: (ಕರ್ನಾಟಕ ಸರ್ಕಾರದ ಒಂದು ಉದ್ಯಮ) (267, 872, 381, 883)
bbmp-office: ಕಾರ್ಯಪಾಲಕ ಅಭಿಯಂತರರು, ಬನಶಂಕರಿ ವಿಭಾಗ, ಬಿಬಿಎಂಪಿ, ಬೆಂಗಳೂರು-560 085. (676, 937, 936, 947)
table-cell: 8,795.13 (659, 1583, 728, 1604)
table-cell: 3.12 (377, 1699, 446, 1720)
issue-date: ಶುಕ್ರವಾರ, 15 ಆಗಸ್ಟ್ 2025 ಬೆಂಗಳೂರು (1116, 11, 1278, 25)
tender-aland (8, 484, 476, 844)
notice-title: PUBLIC NOTICE (526, 221, 594, 232)
table-header: ತಾಂತ್ರಿಕ ಬಿಡ್ ತೆರೆಯುವ ದಿನಾಂಕ (480, 1026, 633, 1054)
tender-cin: ವೆಬ್‌ಸೈಟ್: www.vjnl.in CIN No: U41000KA2016SGC097260 (14, 929, 322, 941)
sign-date: ದಿನಾಂಕ : 15.08.2025 (17, 1945, 100, 1955)
table-cell: 1,300.00 (866, 1678, 940, 1699)
case-number: O.S. No. 716/2022 (1004, 72, 1092, 83)
table-header: 30.06.2025 (377, 1541, 446, 1562)
table-cell: ದಿನಾಂಕ: 20.09.2025 ರಂದು ಬೆಳಿಗ್ಗೆ 11.00 ಗಂಟೆಗೆ (480, 1083, 633, 1111)
govt-heading: ಕರ್ನಾಟಕ ಸರ್ಕಾರ (288, 43, 340, 53)
